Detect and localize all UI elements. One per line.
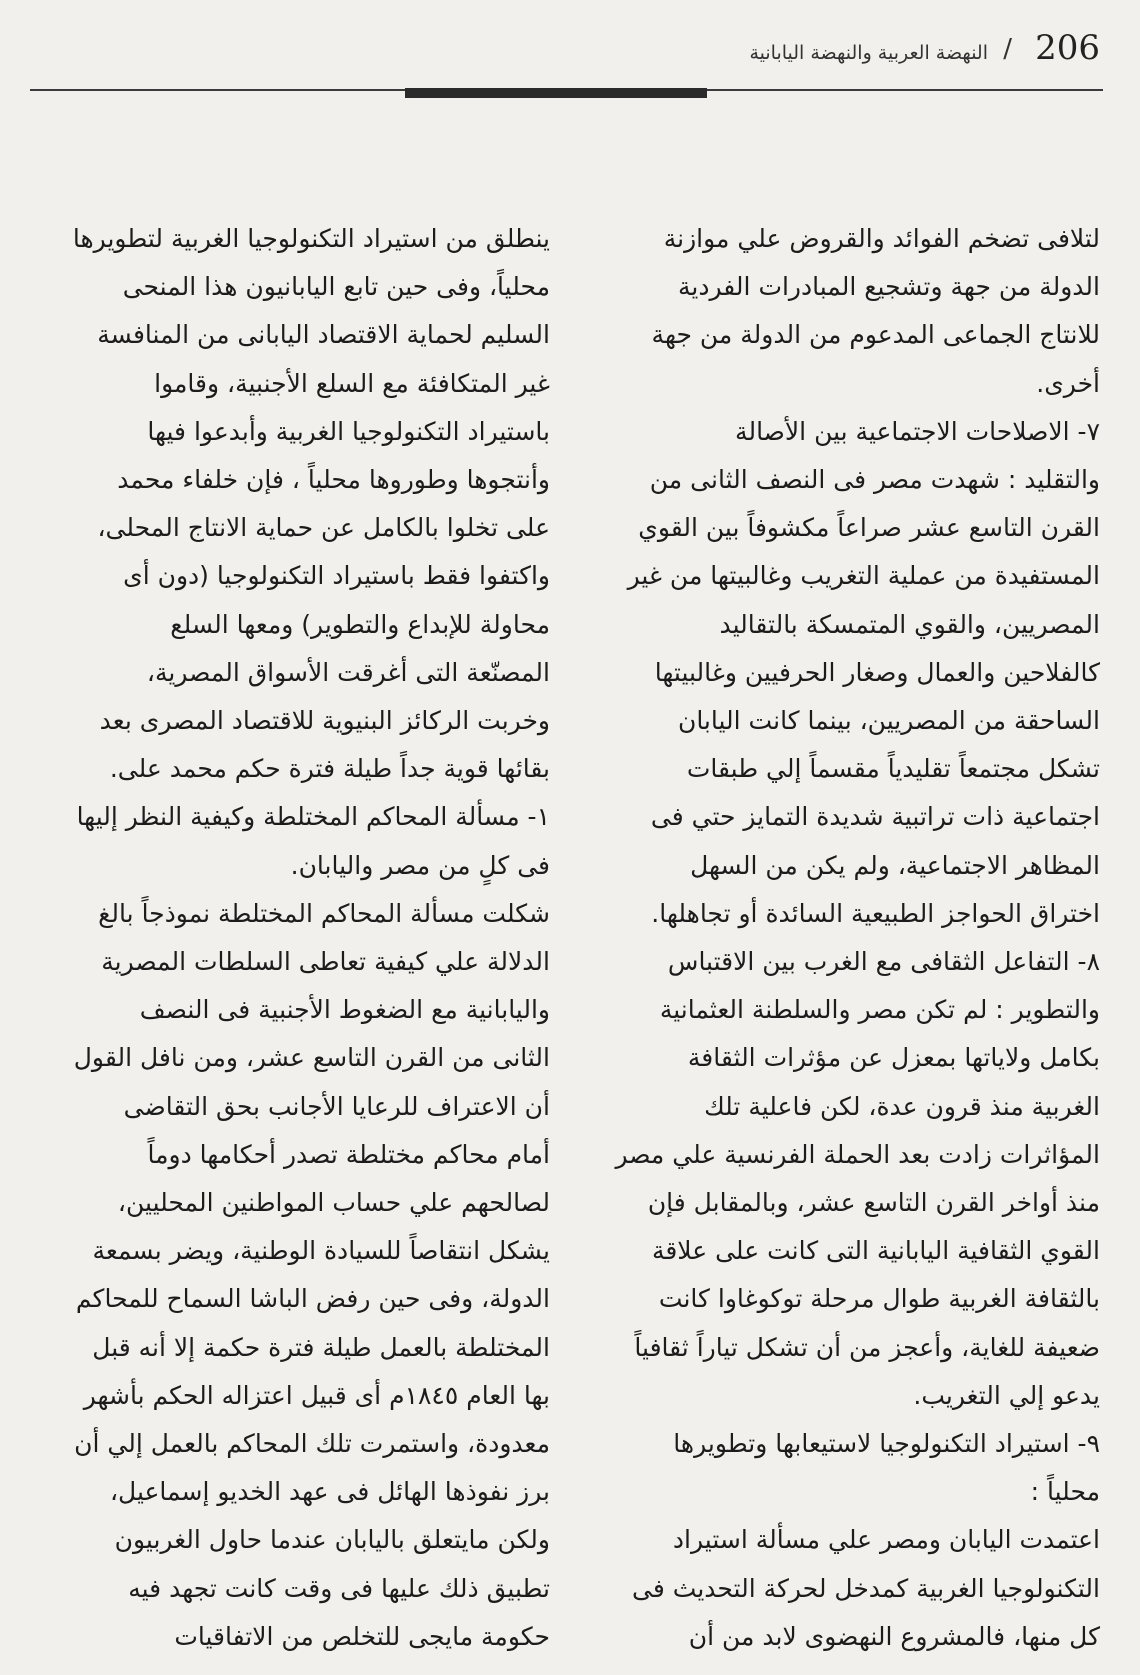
text-line: محلياً، وفى حين تابع اليابانيون هذا المنحى (122, 272, 550, 302)
text-line: بها العام ١٨٤٥م أى قبيل اعتزاله الحكم بأشهر (83, 1380, 550, 1410)
text-line: تشكل مجتمعاً تقليدياً مقسماً إلي طبقات (686, 754, 1100, 784)
text-line: ٩- استيراد التكنولوجيا لاستيعابها وتطويرها (673, 1429, 1100, 1459)
text-line: واليابانية مع الضغوط الأجنبية فى النصف (139, 995, 550, 1025)
text-line: تطبيق ذلك عليها فى وقت كانت تجهد فيه (128, 1573, 550, 1603)
text-line: الثانى من القرن التاسع عشر، ومن نافل القول (73, 1043, 550, 1073)
text-line: محلياً : (1030, 1477, 1100, 1507)
text-line: الدلالة علي كيفية تعاطى السلطات المصرية (101, 947, 550, 977)
text-line: الغربية منذ قرون عدة، لكن فاعلية تلك (704, 1091, 1100, 1121)
text-line: باستيراد التكنولوجيا الغربية وأبدعوا فيها (147, 416, 550, 446)
running-title: النهضة العربية والنهضة اليابانية (749, 42, 988, 64)
left-text-column (40, 215, 550, 1661)
text-line: معدودة، واستمرت تلك المحاكم بالعمل إلي أن (74, 1429, 550, 1459)
text-line: لتلافى تضخم الفوائد والقروض علي موازنة (663, 224, 1100, 253)
text-line: لصالحهم علي حساب المواطنين المحليين، (117, 1188, 550, 1218)
text-line: المصريين، والقوي المتمسكة بالتقاليد (719, 609, 1100, 639)
text-line: والتقليد : شهدت مصر فى النصف الثانى من (649, 465, 1100, 495)
text-line: وأنتجوها وطوروها محلياً ، فإن خلفاء محمد (117, 465, 550, 495)
text-line: كالفلاحين والعمال وصغار الحرفيين وغالبيتها (654, 657, 1100, 687)
text-line: على تخلوا بالكامل عن حماية الانتاج المحلى، (97, 513, 550, 543)
text-line: بكامل ولاياتها بمعزل عن مؤثرات الثقافة (687, 1043, 1100, 1073)
text-line: فى كلٍ من مصر واليابان. (290, 850, 550, 880)
text-line: يشكل انتقاصاً للسيادة الوطنية، ويضر بسمعة (92, 1236, 550, 1266)
text-line: أن الاعتراف للرعايا الأجانب بحق التقاضى (123, 1091, 550, 1121)
header-rule-accent (405, 88, 707, 98)
page-number: 206 (1035, 28, 1100, 68)
page-header (30, 28, 1100, 88)
text-line: المظاهر الاجتماعية، ولم يكن من السهل (690, 850, 1100, 880)
text-line: الدولة، وفى حين رفض الباشا السماح للمحاكم (75, 1284, 550, 1314)
right-text-column (590, 215, 1100, 1661)
text-line: أخرى. (1036, 368, 1100, 398)
text-line: ٨- التفاعل الثقافى مع الغرب بين الاقتباس (667, 947, 1100, 977)
text-line: ينطلق من استيراد التكنولوجيا الغربية لتطويرها (72, 224, 550, 253)
text-line: برز نفوذها الهائل فى عهد الخديو إسماعيل، (109, 1477, 550, 1507)
text-line: وخربت الركائز البنيوية للاقتصاد المصرى بعد (99, 706, 550, 736)
text-line: شكلت مسألة المحاكم المختلطة نموذجاً بالغ (98, 898, 550, 928)
text-line: الدولة من جهة وتشجيع المبادرات الفردية (678, 272, 1100, 302)
text-line: ضعيفة للغاية، وأعجز من أن تشكل تياراً ثقافياً (634, 1332, 1100, 1362)
text-line: اختراق الحواجز الطبيعية السائدة أو تجاهلها. (651, 898, 1100, 928)
text-line: غير المتكافئة مع السلع الأجنبية، وقاموا (154, 368, 550, 398)
text-line: المختلطة بالعمل طيلة فترة حكمة إلا أنه قبل (92, 1332, 550, 1362)
text-line: الساحقة من المصريين، بينما كانت اليابان (677, 706, 1100, 736)
text-line: التكنولوجيا الغربية كمدخل لحركة التحديث فى (632, 1573, 1100, 1603)
text-line: اجتماعية ذات تراتبية شديدة التمايز حتي فى (650, 802, 1100, 832)
text-line: ولكن مايتعلق باليابان عندما حاول الغربيون (114, 1525, 550, 1555)
text-line: محاولة للإبداع والتطوير) ومعها السلع (170, 609, 550, 639)
text-line: اعتمدت اليابان ومصر علي مسألة استيراد (672, 1525, 1100, 1555)
text-line: كل منها، فالمشروع النهضوى لابد من أن (688, 1621, 1100, 1651)
text-line: والتطوير : لم تكن مصر والسلطنة العثمانية (659, 995, 1100, 1025)
text-line: المؤاثرات زادت بعد الحملة الفرنسية علي مصر (615, 1139, 1100, 1169)
text-line: القرن التاسع عشر صراعاً مكشوفاً بين القوي (638, 513, 1100, 543)
text-line: يدعو إلي التغريب. (913, 1380, 1100, 1410)
text-line: حكومة مايجى للتخلص من الاتفاقيات (174, 1621, 550, 1651)
text-line: بقائها قوية جداً طيلة فترة حكم محمد على. (109, 754, 550, 784)
text-line: بالثقافة الغربية طوال مرحلة توكوغاوا كانت (658, 1284, 1100, 1314)
text-line: المستفيدة من عملية التغريب وغالبيتها من غير (627, 561, 1100, 591)
header-separator: / (1003, 34, 1012, 64)
text-line: للانتاج الجماعى المدعوم من الدولة من جهة (651, 320, 1100, 350)
text-line: واكتفوا فقط باستيراد التكنولوجيا (دون أى (123, 561, 550, 591)
text-line: أمام محاكم مختلطة تصدر أحكامها دوماً (147, 1139, 550, 1169)
text-line: ١- مسألة المحاكم المختلطة وكيفية النظر إليها (76, 802, 550, 832)
text-line: السليم لحماية الاقتصاد اليابانى من المنافسة (97, 320, 550, 350)
text-line: منذ أواخر القرن التاسع عشر، وبالمقابل فإن (647, 1188, 1100, 1218)
text-line: القوي الثقافية اليابانية التى كانت على علاقة (651, 1236, 1100, 1266)
text-line: ٧- الاصلاحات الاجتماعية بين الأصالة (735, 416, 1100, 446)
text-line: المصنّعة التى أغرقت الأسواق المصرية، (146, 657, 550, 687)
